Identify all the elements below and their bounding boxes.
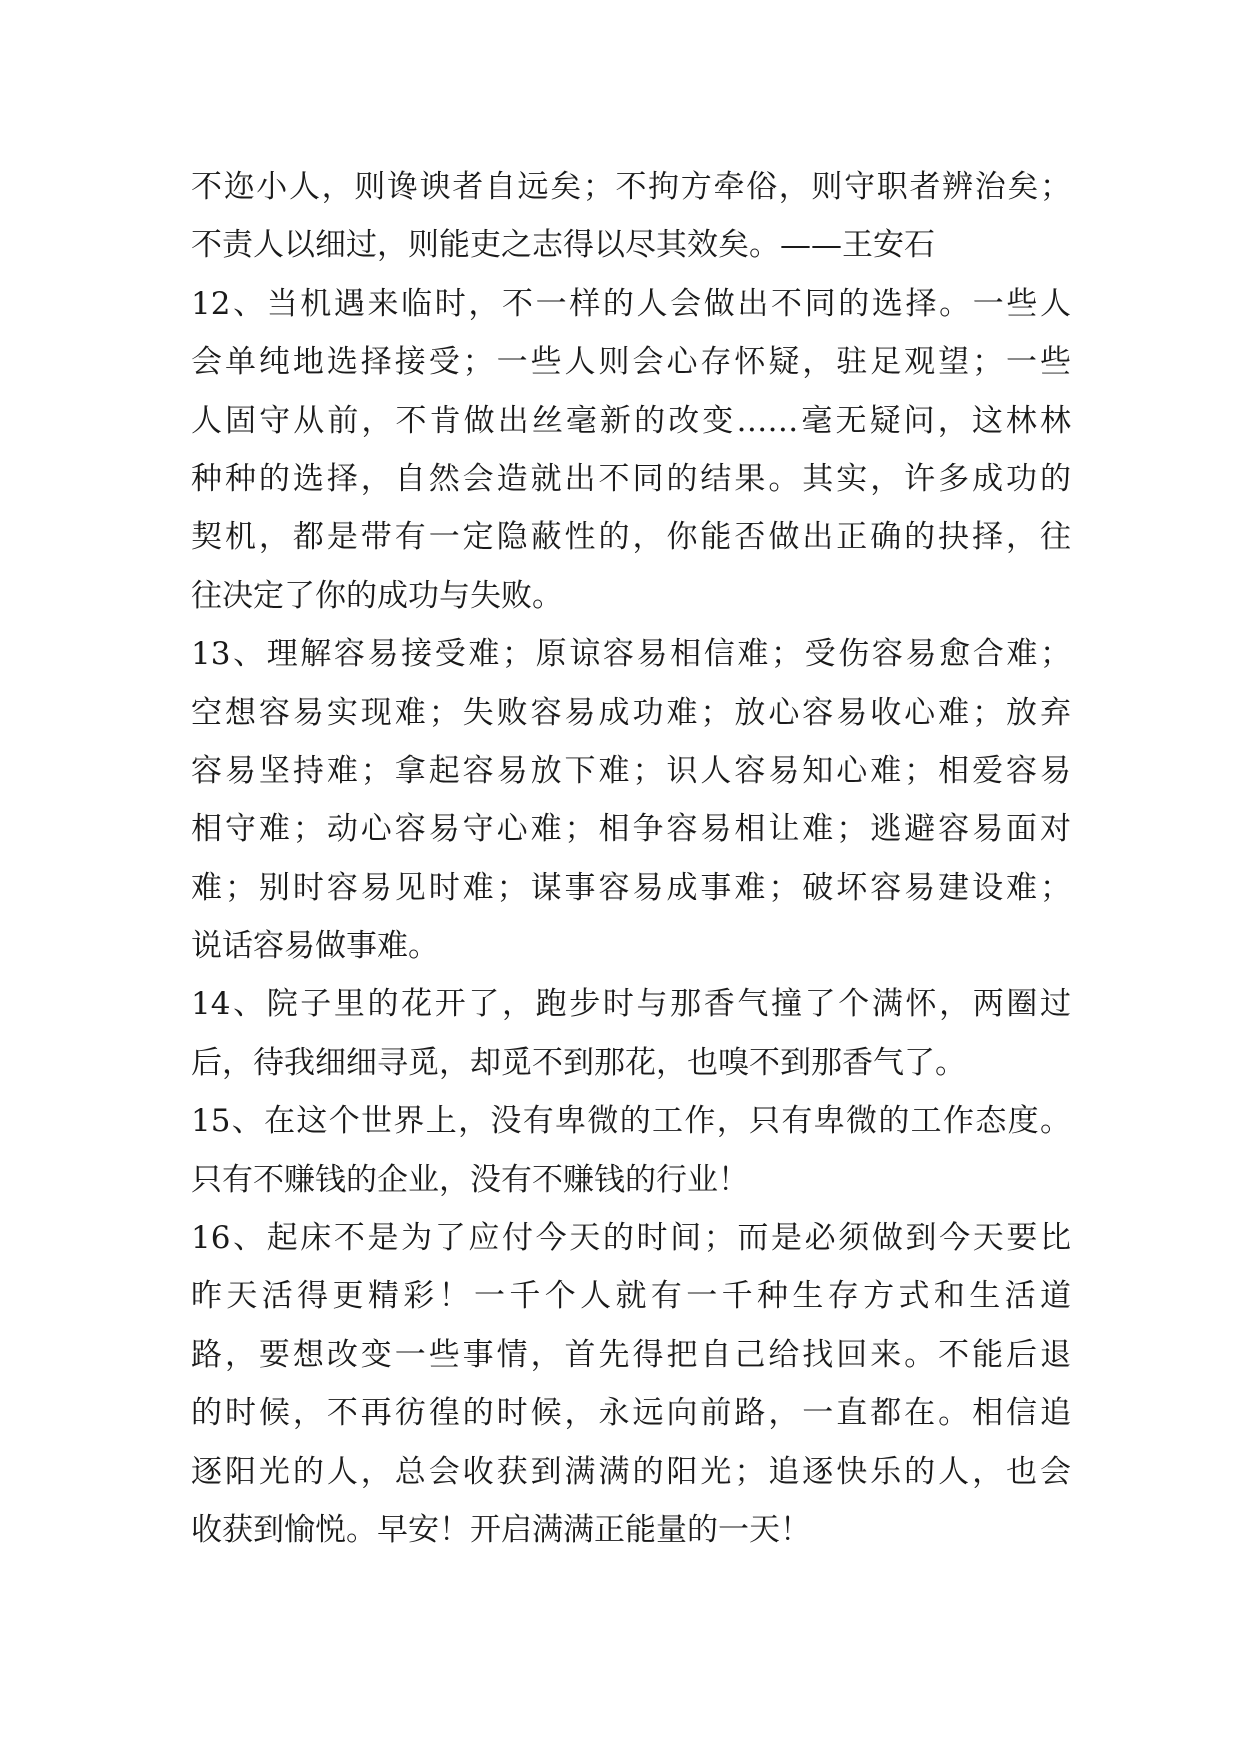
text-line: 路，要想改变一些事情，首先得把自己给找回来。不能后退 [191,1336,1071,1373]
text-line: 容易坚持难；拿起容易放下难；识人容易知心难；相爱容易 [191,752,1071,789]
text-line: 难；别时容易见时难；谋事容易成事难；破坏容易建设难； [191,869,1071,906]
text-line: 昨天活得更精彩！一千个人就有一千种生存方式和生活道 [191,1278,1071,1315]
text-line: 说话容易做事难。 [191,928,439,965]
text-line: 逐阳光的人，总会收获到满满的阳光；追逐快乐的人，也会 [191,1453,1071,1490]
text-line: 16、起床不是为了应付今天的时间；而是必须做到今天要比 [191,1220,1071,1257]
text-line: 12、当机遇来临时，不一样的人会做出不同的选择。一些人 [191,285,1071,322]
text-line: 后，待我细细寻觅，却觅不到那花，也嗅不到那香气了。 [191,1044,966,1081]
text-line: 收获到愉悦。早安！开启满满正能量的一天！ [191,1511,811,1548]
text-line: 14、院子里的花开了，跑步时与那香气撞了个满怀，两圈过 [191,986,1071,1023]
text-line: 会单纯地选择接受；一些人则会心存怀疑，驻足观望；一些 [191,344,1071,381]
text-line: 契机，都是带有一定隐蔽性的，你能否做出正确的抉择，往 [191,519,1071,556]
text-line: 往决定了你的成功与失败。 [191,577,563,614]
text-line: 人固守从前，不肯做出丝毫新的改变……毫无疑问，这林林 [191,402,1071,439]
text-line: 15、在这个世界上，没有卑微的工作，只有卑微的工作态度。 [191,1103,1071,1140]
text-line: 的时候，不再彷徨的时候，永远向前路，一直都在。相信追 [191,1395,1071,1432]
text-line: 相守难；动心容易守心难；相争容易相让难；逃避容易面对 [191,811,1071,848]
text-line: 不责人以细过，则能吏之志得以尽其效矣。——王安石 [191,227,935,264]
text-line: 不迩小人，则谗谀者自远矣；不拘方牵俗，则守职者辨治矣； [191,169,1071,205]
text-line: 种种的选择，自然会造就出不同的结果。其实，许多成功的 [191,460,1071,497]
text-line: 13、理解容易接受难；原谅容易相信难；受伤容易愈合难； [191,636,1071,673]
document-body [191,158,1071,1559]
text-line: 只有不赚钱的企业，没有不赚钱的行业！ [191,1161,749,1198]
text-line: 空想容易实现难；失败容易成功难；放心容易收心难；放弃 [191,694,1071,731]
